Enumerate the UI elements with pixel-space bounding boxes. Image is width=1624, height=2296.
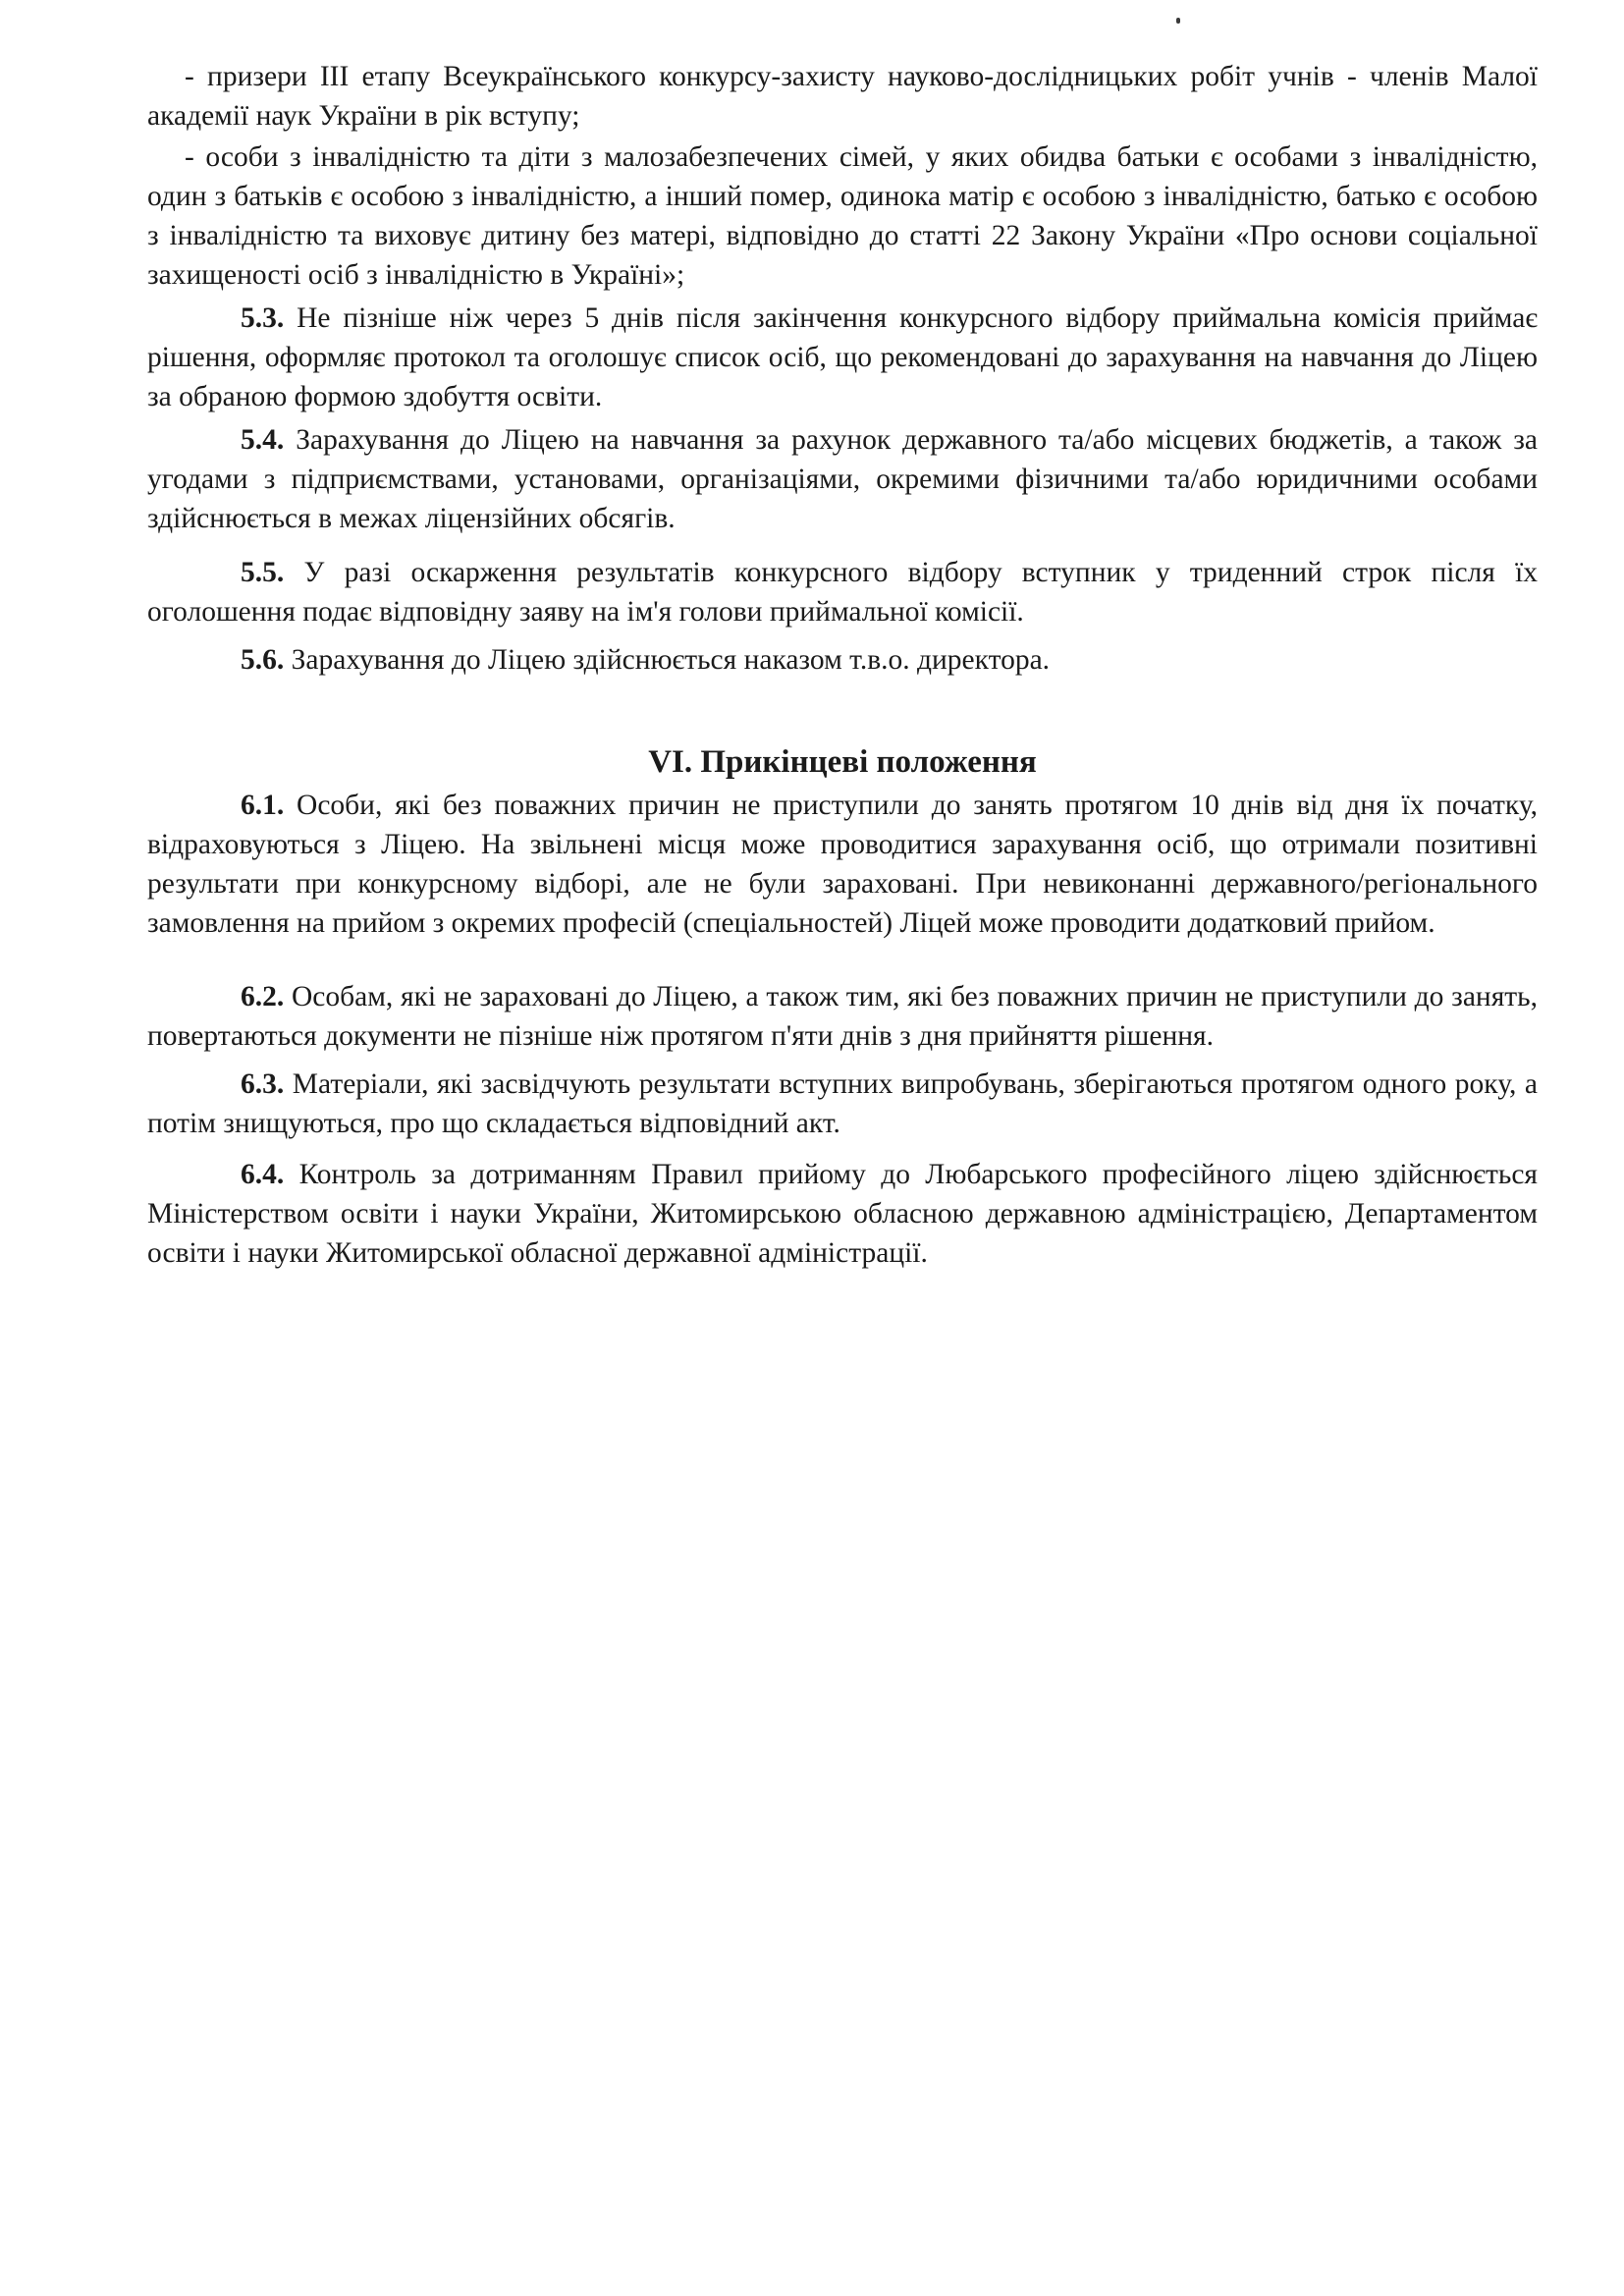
paragraph-text: Особи, які без поважних причин не приступили до занять протягом 10 днів від дня їх початку, відраховуються з Ліцею. На звільнені місця може проводитися зарахування осіб, що отримали позитивні результати при конкурсному відборі, але не були зараховані. При невиконанні державного/регіонального замовлення на прийом з окремих професій (спеціальностей) Ліцей може проводити додатковий прийом. [147, 790, 1538, 939]
paragraph-number: 6.4. [241, 1159, 285, 1190]
paragraph-6-2 [147, 977, 1538, 1056]
paragraph-text: Не пізніше ніж через 5 днів після закінчення конкурсного відбору приймальна комісія приймає рішення, оформляє протокол та оголошує список осіб, що рекомендовані до зарахування на навчання до Ліцею за обраною формою здобуття освіти. [147, 302, 1538, 412]
paragraph-text: Особам, які не зараховані до Ліцею, а також тим, які без поважних причин не приступили до занять, повертаються документи не пізніше ніж протягом п'яти днів з дня прийняття рішення. [147, 981, 1538, 1052]
paragraph-5-4 [147, 420, 1538, 538]
paragraph-5-5 [147, 553, 1538, 631]
paragraph-6-4 [147, 1155, 1538, 1273]
paragraph-number: 5.6. [241, 644, 285, 676]
paragraph-5-3 [147, 299, 1538, 416]
paragraph-number: 6.1. [241, 790, 285, 821]
paragraph-6-1 [147, 786, 1538, 943]
section-6-heading: VI. Прикінцеві положення [648, 744, 1037, 780]
paragraph-text: Зарахування до Ліцею на навчання за рахунок державного та/або місцевих бюджетів, а також за угодами з підприємствами, установами, організаціями, окремими фізичними та/або юридичними особами здійснюється в межах ліцензійних обсягів. [147, 424, 1538, 534]
paragraph-number: 5.3. [241, 302, 285, 334]
paragraph-text: У разі оскарження результатів конкурсного відбору вступник у триденний строк після їх оголошення подає відповідну заяву на ім'я голови приймальної комісії. [147, 557, 1538, 628]
bullet-mala-akademiia: - призери III етапу Всеукраїнського конкурсу-захисту науково-дослідницьких робіт учнів - членів Малої академії наук України в рік вступу; [147, 61, 1538, 132]
bullet-osoby-z-invalidnistiu: - особи з інвалідністю та діти з малозабезпечених сімей, у яких обидва батьки є особами з інвалідністю, один з батьків є особою з інвалідністю, а інший помер, одинока матір є особою з інвалідністю, батько є особою з інвалідністю та виховує дитину без матері, відповідно до статті 22 Закону України «Про основи соціальної захищеності осіб з інвалідністю в Україні»; [147, 141, 1538, 291]
paragraph-number: 5.5. [241, 557, 285, 588]
paragraph-6-3 [147, 1065, 1538, 1143]
paragraph-text: Зарахування до Ліцею здійснюється наказом т.в.о. директора. [284, 644, 1051, 676]
scan-speck [1176, 18, 1180, 24]
paragraph-number: 6.3. [241, 1068, 285, 1100]
paragraph-text: Матеріали, які засвідчують результати вступних випробувань, зберігаються протягом одного року, а потім знищуються, про що складається відповідний акт. [147, 1068, 1538, 1139]
paragraph-number: 5.4. [241, 424, 285, 456]
paragraph-5-6 [147, 640, 1538, 680]
paragraph-text: Контроль за дотриманням Правил прийому до Любарського професійного ліцею здійснюється Міністерством освіти і науки України, Житомирською обласною державною адміністрацією, Департаментом освіти і науки Житомирської обласної державної адміністрації. [147, 1159, 1538, 1269]
paragraph-number: 6.2. [241, 981, 285, 1012]
